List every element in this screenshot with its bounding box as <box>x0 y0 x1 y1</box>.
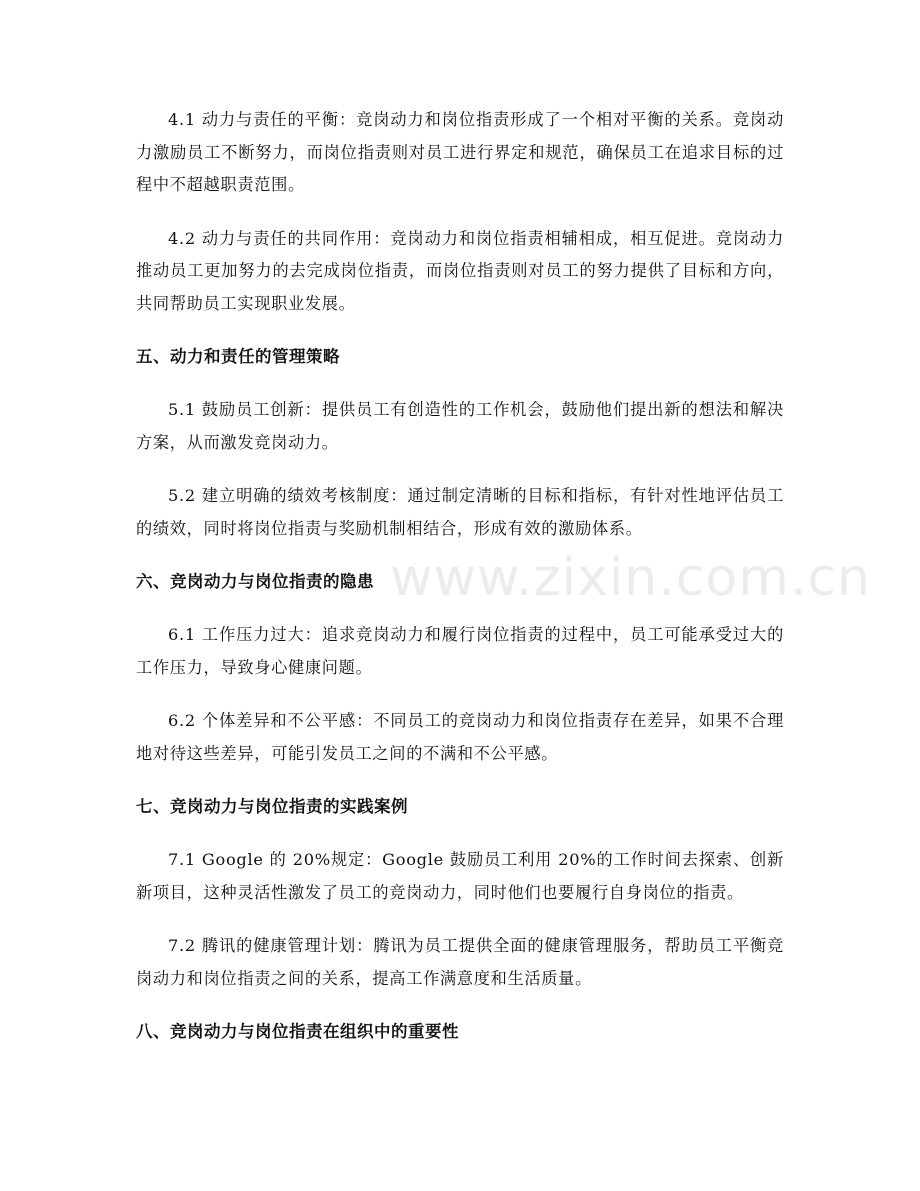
paragraph-6-2: 6.2 个体差异和不公平感：不同员工的竞岗动力和岗位指责存在差异，如果不合理地对待这些差异，可能引发员工之间的不满和不公平感。 <box>136 711 784 763</box>
watermark-text: www.zixin.com.cn <box>390 548 871 608</box>
paragraph-4-1: 4.1 动力与责任的平衡：竞岗动力和岗位指责形成了一个相对平衡的关系。竞岗动力激励员工不断努力，而岗位指责则对员工进行界定和规范，确保员工在追求目标的过程中不超越职责范围。 <box>136 110 784 194</box>
section-heading-6: 六、竞岗动力与岗位指责的隐患 <box>136 572 374 591</box>
section-heading-8: 八、竞岗动力与岗位指责在组织中的重要性 <box>136 1022 459 1041</box>
document-body <box>136 104 784 1048</box>
paragraph-7-2: 7.2 腾讯的健康管理计划：腾讯为员工提供全面的健康管理服务，帮助员工平衡竞岗动力和岗位指责之间的关系，提高工作满意度和生活质量。 <box>136 936 784 988</box>
paragraph-6-1: 6.1 工作压力过大：追求竞岗动力和履行岗位指责的过程中，员工可能承受过大的工作压力，导致身心健康问题。 <box>136 625 784 677</box>
paragraph-5-2: 5.2 建立明确的绩效考核制度：通过制定清晰的目标和指标，有针对性地评估员工的绩效，同时将岗位指责与奖励机制相结合，形成有效的激励体系。 <box>136 486 784 538</box>
section-heading-5: 五、动力和责任的管理策略 <box>136 347 340 366</box>
paragraph-4-2: 4.2 动力与责任的共同作用：竞岗动力和岗位指责相辅相成，相互促进。竞岗动力推动员工更加努力的去完成岗位指责，而岗位指责则对员工的努力提供了目标和方向，共同帮助员工实现职业发展。 <box>136 228 784 313</box>
paragraph-7-1: 7.1 Google 的 20%规定：Google 鼓励员工利用 20%的工作时间去探索、创新新项目，这种灵活性激发了员工的竞岗动力，同时他们也要履行自身岗位的指责。 <box>136 850 784 902</box>
paragraph-5-1: 5.1 鼓励员工创新：提供员工有创造性的工作机会，鼓励他们提出新的想法和解决方案，从而激发竞岗动力。 <box>136 400 784 452</box>
section-heading-7: 七、竞岗动力与岗位指责的实践案例 <box>136 797 408 816</box>
